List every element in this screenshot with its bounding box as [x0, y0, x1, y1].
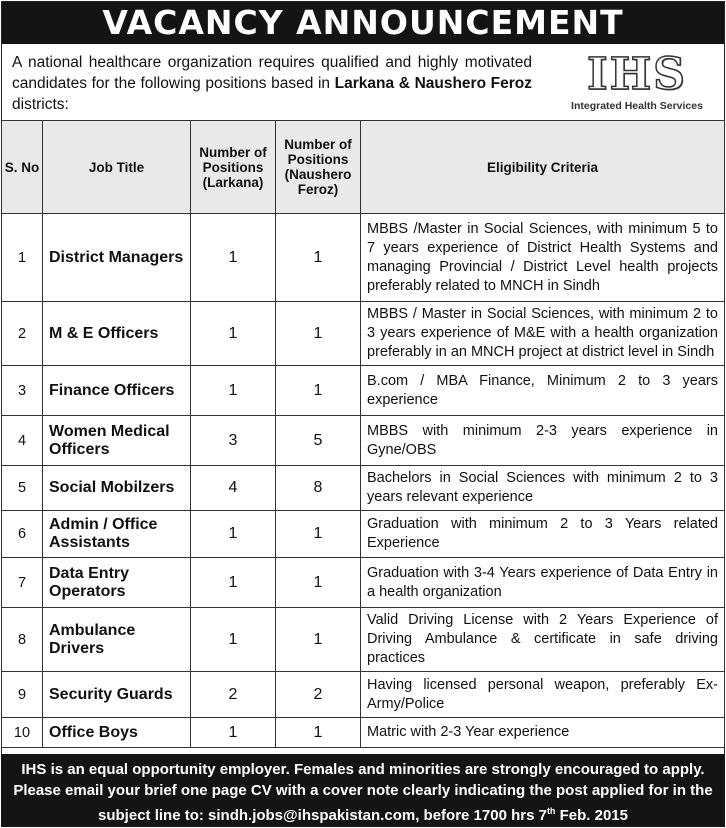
row-larkana-count: 1 [191, 718, 276, 748]
row-job-title: Women Medical Officers [43, 416, 191, 466]
table-row [2, 416, 725, 466]
row-sno: 10 [2, 718, 43, 748]
row-job-title: Finance Officers [43, 366, 191, 416]
row-larkana-count: 1 [191, 511, 276, 558]
date-rest: Feb. 2015 [555, 807, 628, 824]
row-larkana-count: 4 [191, 466, 276, 511]
row-criteria: Graduation with minimum 2 to 3 Years related Experience [361, 511, 725, 558]
row-naushero-count: 5 [276, 416, 361, 466]
row-naushero-count: 1 [276, 302, 361, 366]
header-larkana: Number of Positions (Larkana) [191, 121, 276, 214]
table-row [2, 558, 725, 608]
intro-part1: A national healthcare organization requires qualified and highly motivated candidates for the following positions based in [12, 54, 532, 92]
footer-line2: Please email your brief one page CV with a cover note clearly indicating the post applied for in the [13, 782, 713, 799]
location-naushero: Naushero Feroz [414, 75, 533, 92]
row-criteria: Bachelors in Social Sciences with minimum 2 to 3 years relevant experience [361, 466, 725, 511]
row-naushero-count: 1 [276, 214, 361, 302]
vacancy-table [1, 120, 725, 748]
row-criteria: Matric with 2-3 Year experience [361, 718, 725, 748]
row-job-title: Ambulance Drivers [43, 608, 191, 672]
table-row [2, 511, 725, 558]
row-criteria: B.com / MBA Finance, Minimum 2 to 3 years experience [361, 366, 725, 416]
row-job-title: District Managers [43, 214, 191, 302]
row-sno: 7 [2, 558, 43, 608]
row-job-title: Data Entry Operators [43, 558, 191, 608]
row-sno: 2 [2, 302, 43, 366]
row-criteria: Valid Driving License with 2 Years Experience of Driving Ambulance & certificate in safe driving practices [361, 608, 725, 672]
footer-line3 [1, 801, 725, 826]
row-naushero-count: 1 [276, 558, 361, 608]
table-row [2, 718, 725, 748]
row-naushero-count: 2 [276, 672, 361, 718]
footer-notice [1, 754, 725, 827]
row-sno: 8 [2, 608, 43, 672]
table-row [2, 608, 725, 672]
row-naushero-count: 1 [276, 366, 361, 416]
page-title: VACANCY ANNOUNCEMENT [2, 2, 724, 44]
row-larkana-count: 1 [191, 214, 276, 302]
footer-line3-text: subject line to: sindh.jobs@ihspakistan.com, before 1700 hrs 7 [98, 807, 547, 824]
header-sno: S. No [2, 121, 43, 214]
row-sno: 3 [2, 366, 43, 416]
row-sno: 1 [2, 214, 43, 302]
logo-mark: IHS [587, 49, 687, 100]
row-larkana-count: 1 [191, 558, 276, 608]
table-row [2, 214, 725, 302]
row-criteria: Having licensed personal weapon, preferably Ex-Army/Police [361, 672, 725, 718]
header-criteria: Eligibility Criteria [361, 121, 725, 214]
intro-part2: districts: [12, 96, 69, 113]
row-criteria: MBBS /Master in Social Sciences, with minimum 5 to 7 years experience of District Health Systems and managing Provincial / District Level health projects preferably related to MNCH in Sindh [361, 214, 725, 302]
vacancy-announcement [1, 1, 725, 826]
row-naushero-count: 1 [276, 718, 361, 748]
row-job-title: Office Boys [43, 718, 191, 748]
row-job-title: Admin / Office Assistants [43, 511, 191, 558]
date-suffix: th [546, 806, 556, 816]
header-naushero: Number of Positions (Naushero Feroz) [276, 121, 361, 214]
table-header-row [2, 121, 725, 214]
intro-text [12, 52, 532, 115]
row-naushero-count: 1 [276, 511, 361, 558]
table-row [2, 466, 725, 511]
row-criteria: MBBS / Master in Social Sciences, with minimum 2 to 3 years experience of M&E with a health organization preferably in an MNCH project at district level in Sindh [361, 302, 725, 366]
row-larkana-count: 1 [191, 302, 276, 366]
footer-line1: IHS is an equal opportunity employer. Females and minorities are strongly encouraged to apply. [21, 761, 705, 778]
row-sno: 6 [2, 511, 43, 558]
logo-name: Integrated Health Services [571, 100, 703, 112]
row-criteria: MBBS with minimum 2-3 years experience in Gyne/OBS [361, 416, 725, 466]
row-larkana-count: 1 [191, 366, 276, 416]
header-job: Job Title [43, 121, 191, 214]
row-criteria: Graduation with 3-4 Years experience of Data Entry in a health organization [361, 558, 725, 608]
ihs-logo [562, 49, 712, 116]
row-job-title: Security Guards [43, 672, 191, 718]
row-sno: 9 [2, 672, 43, 718]
intro-section [2, 44, 724, 120]
row-job-title: Social Mobilzers [43, 466, 191, 511]
table-row [2, 672, 725, 718]
row-larkana-count: 3 [191, 416, 276, 466]
table-row [2, 366, 725, 416]
row-naushero-count: 1 [276, 608, 361, 672]
row-sno: 5 [2, 466, 43, 511]
row-sno: 4 [2, 416, 43, 466]
location-larkana: Larkana & [334, 75, 410, 92]
row-job-title: M & E Officers [43, 302, 191, 366]
row-larkana-count: 2 [191, 672, 276, 718]
row-naushero-count: 8 [276, 466, 361, 511]
row-larkana-count: 1 [191, 608, 276, 672]
table-row [2, 302, 725, 366]
